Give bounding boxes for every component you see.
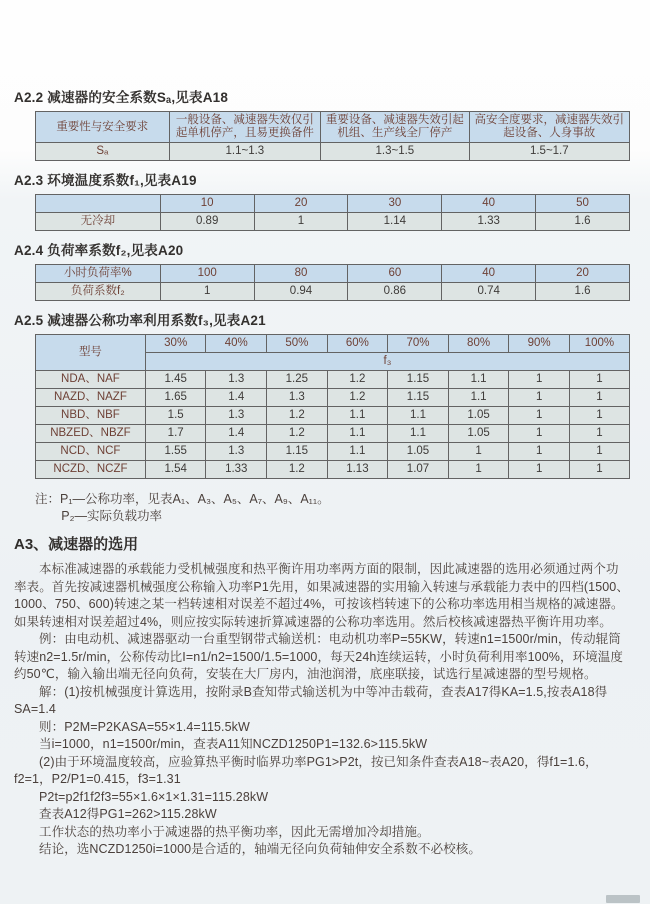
table-header-cell: 20 xyxy=(254,195,348,213)
table-data-cell: 1.6 xyxy=(536,213,630,231)
table-data-cell: 1 xyxy=(569,443,629,461)
table-data-cell: 无冷却 xyxy=(36,213,161,231)
table-data-cell: 1.15 xyxy=(388,389,449,407)
table-header-cell: 30 xyxy=(348,195,442,213)
table-data-cell: 1.1 xyxy=(388,425,449,443)
table-header-cell: 10 xyxy=(160,195,254,213)
paragraph: (2)由于环境温度较高，应验算热平衡时临界功率PG1>P2t，按已知条件查表A18~表A20，得f1=1.6，f2=1，P2/P1=0.415，f3=1.31 xyxy=(14,754,598,786)
paragraph: 当i=1000，n1=1500r/min，查表A11知NCZD1250P1=132.6>115.5kW xyxy=(39,737,428,751)
table-data-cell: 1 xyxy=(509,461,570,479)
table-header-cell: 30% xyxy=(145,335,206,353)
table-data-cell: 1.6 xyxy=(536,283,630,301)
table-header-cell: 重要性与安全要求 xyxy=(36,112,170,143)
table-data-cell: 1.3 xyxy=(206,371,267,389)
table-data-cell: 1.54 xyxy=(145,461,206,479)
table-header-cell: 型号 xyxy=(36,335,146,371)
a20-table xyxy=(35,264,630,301)
paragraph: 解：(1)按机械强度计算选用，按附录B查知带式输送机为中等冲击载荷，查表A17得KA=1.5,按表A18得SA=1.4 xyxy=(14,684,608,716)
table-data-cell: 1.2 xyxy=(327,371,388,389)
table-data-cell: 1.13 xyxy=(327,461,388,479)
table-header-cell: 100% xyxy=(569,335,629,353)
table-header-cell: 一般设备、减速器失效仅引起单机停产，且易更换备件 xyxy=(169,112,320,143)
table-header-cell: 90% xyxy=(509,335,570,353)
table-data-cell: 1.5~1.7 xyxy=(469,143,629,161)
paragraph: 则：P2M=P2KASA=55×1.4=115.5kW xyxy=(39,719,250,734)
table-data-cell: 1 xyxy=(448,461,509,479)
table-header-cell: 80% xyxy=(448,335,509,353)
table-data-cell: 1.4 xyxy=(206,425,267,443)
table-data-cell: 1.2 xyxy=(267,425,328,443)
table-header-cell: 70% xyxy=(388,335,449,353)
table-data-cell: 1.3 xyxy=(206,443,267,461)
paragraph: 本标准减速器的承载能力受机械强度和热平衡许用功率两方面的限制，因此减速器的选用必须通过两个功率表。首先按减速器机械强度公称输入功率P1先用，如果减速器的实用输入转速与承载能力表中的四档(1500、1000、750、600)转速之某一档转速相对误差不超过4%，可按该档转速下的公称功率选用相当规格的减速器。如果转速相对误差超过4%，则应按实际转速折算减速器的公称功率选用。然后校核减速器热平衡许用功率。 xyxy=(14,562,629,629)
table-data-cell: 1 xyxy=(509,389,570,407)
table-data-cell: 1.5 xyxy=(145,407,206,425)
table-header-cell: 高安全度要求，减速器失效引起设备、人身事故 xyxy=(469,112,629,143)
table-data-cell: 1 xyxy=(509,371,570,389)
note-line-1: 注：P₁—公称功率，见表A₁、A₃、A₅、A₇、A₉、A₁₁。 xyxy=(35,492,330,506)
note-line-2: P₂—实际负载功率 xyxy=(61,509,162,523)
paragraph: 结论，选NCZD1250i=1000是合适的，轴端无径向负荷轴伸安全系数不必校核。 xyxy=(39,842,482,856)
table-data-cell: 1.1 xyxy=(448,389,509,407)
table-data-cell: 1.25 xyxy=(267,371,328,389)
table-data-cell: 1.1 xyxy=(327,443,388,461)
table-data-cell: Sₐ xyxy=(36,143,170,161)
table-data-cell: 1.15 xyxy=(267,443,328,461)
table-data-cell: 1.1 xyxy=(327,425,388,443)
table-header-cell: 40% xyxy=(206,335,267,353)
table-header-cell: 60% xyxy=(327,335,388,353)
table-header-cell: 50% xyxy=(267,335,328,353)
section-heading-a24: A2.4 负荷率系数f₂,见表A20 xyxy=(14,243,184,258)
table-data-cell: 1.1 xyxy=(388,407,449,425)
table-data-cell: 1 xyxy=(569,389,629,407)
table-data-cell: 1.45 xyxy=(145,371,206,389)
section-heading-a23: A2.3 环境温度系数f₁,见表A19 xyxy=(14,173,197,188)
a19-table xyxy=(35,194,630,231)
paragraph: 例：由电动机、减速器驱动一台重型钢带式输送机：电动机功率P=55KW，转速n1=1500r/min，传动辊筒转速n2=1.5r/min，公称传动比I=n1/n2=1500/1.5=1000，每天24h连续运转，小时负荷利用率100%，环境温度约50℃，输入输出端无径向负荷，安装在大厂房内，油池润滑，底座联接，试选行星减速器的型号规格。 xyxy=(14,632,624,681)
table-data-cell: 1.1 xyxy=(327,407,388,425)
table-data-cell: 1.33 xyxy=(206,461,267,479)
table-data-cell: 1.05 xyxy=(388,443,449,461)
table-header-cell xyxy=(36,195,161,213)
table-data-cell: 1.1 xyxy=(448,371,509,389)
table-data-cell: 1 xyxy=(509,407,570,425)
notes-block xyxy=(35,491,630,525)
paragraph: P2t=p2f1f2f3=55×1.6×1×1.31=115.28kW xyxy=(39,789,269,804)
table-data-cell: 1 xyxy=(160,283,254,301)
table-data-cell: 1 xyxy=(569,461,629,479)
table-header-cell: 小时负荷率% xyxy=(36,265,161,283)
table-header-cell: 40 xyxy=(442,265,536,283)
table-header-cell: 20 xyxy=(536,265,630,283)
table-data-cell: 1 xyxy=(448,443,509,461)
table-data-cell: 负荷系数f₂ xyxy=(36,283,161,301)
table-data-cell: NBZED、NBZF xyxy=(36,425,146,443)
table-data-cell: 1.3~1.5 xyxy=(321,143,470,161)
section-heading-a22: A2.2 减速器的安全系数Sₐ,见表A18 xyxy=(14,90,229,105)
table-data-cell: 1.55 xyxy=(145,443,206,461)
a21-table xyxy=(35,334,630,479)
table-a21-container xyxy=(35,334,630,479)
table-data-cell: 1.2 xyxy=(327,389,388,407)
table-data-cell: 1.1~1.3 xyxy=(169,143,320,161)
a18-table xyxy=(35,111,630,161)
table-header-cell: 100 xyxy=(160,265,254,283)
table-data-cell: 0.89 xyxy=(160,213,254,231)
table-header-cell: 80 xyxy=(254,265,348,283)
table-data-cell: 1.4 xyxy=(206,389,267,407)
table-header-cell: 40 xyxy=(442,195,536,213)
table-a18-container xyxy=(35,111,630,161)
table-data-cell: NCZD、NCZF xyxy=(36,461,146,479)
table-data-cell: NCD、NCF xyxy=(36,443,146,461)
section-heading-a3: A3、减速器的选用 xyxy=(14,536,139,553)
table-header-cell: f₃ xyxy=(145,353,629,371)
table-data-cell: 1.3 xyxy=(206,407,267,425)
table-a20-container xyxy=(35,264,630,301)
table-data-cell: 1.2 xyxy=(267,461,328,479)
table-data-cell: 1.07 xyxy=(388,461,449,479)
paragraph: 查表A12得PG1=262>115.28kW xyxy=(39,807,217,821)
table-data-cell: 1.05 xyxy=(448,407,509,425)
table-data-cell: 1.3 xyxy=(267,389,328,407)
table-header-cell: 60 xyxy=(348,265,442,283)
section-heading-a25: A2.5 减速器公称功率利用系数f₃,见表A21 xyxy=(14,313,266,328)
table-data-cell: 1 xyxy=(569,371,629,389)
table-data-cell: NAZD、NAZF xyxy=(36,389,146,407)
table-data-cell: 1.65 xyxy=(145,389,206,407)
table-data-cell: 1.7 xyxy=(145,425,206,443)
table-data-cell: 1.2 xyxy=(267,407,328,425)
table-data-cell: 1 xyxy=(569,407,629,425)
table-data-cell: 1 xyxy=(509,443,570,461)
table-data-cell: 1.14 xyxy=(348,213,442,231)
scrollbar-artifact xyxy=(606,895,640,903)
table-data-cell: 0.86 xyxy=(348,283,442,301)
table-data-cell: 1.33 xyxy=(442,213,536,231)
paragraph: 工作状态的热功率小于减速器的热平衡功率，因此无需增加冷却措施。 xyxy=(39,824,430,839)
table-header-cell: 50 xyxy=(536,195,630,213)
selection-paragraphs xyxy=(14,561,630,859)
table-data-cell: 1.05 xyxy=(448,425,509,443)
table-data-cell: 1 xyxy=(569,425,629,443)
table-data-cell: 1.15 xyxy=(388,371,449,389)
table-data-cell: NDA、NAF xyxy=(36,371,146,389)
table-data-cell: 1 xyxy=(509,425,570,443)
table-data-cell: NBD、NBF xyxy=(36,407,146,425)
table-data-cell: 0.74 xyxy=(442,283,536,301)
table-a19-container xyxy=(35,194,630,231)
table-data-cell: 0.94 xyxy=(254,283,348,301)
table-data-cell: 1 xyxy=(254,213,348,231)
table-header-cell: 重要设备、减速器失效引起机组、生产线全厂停产 xyxy=(321,112,470,143)
